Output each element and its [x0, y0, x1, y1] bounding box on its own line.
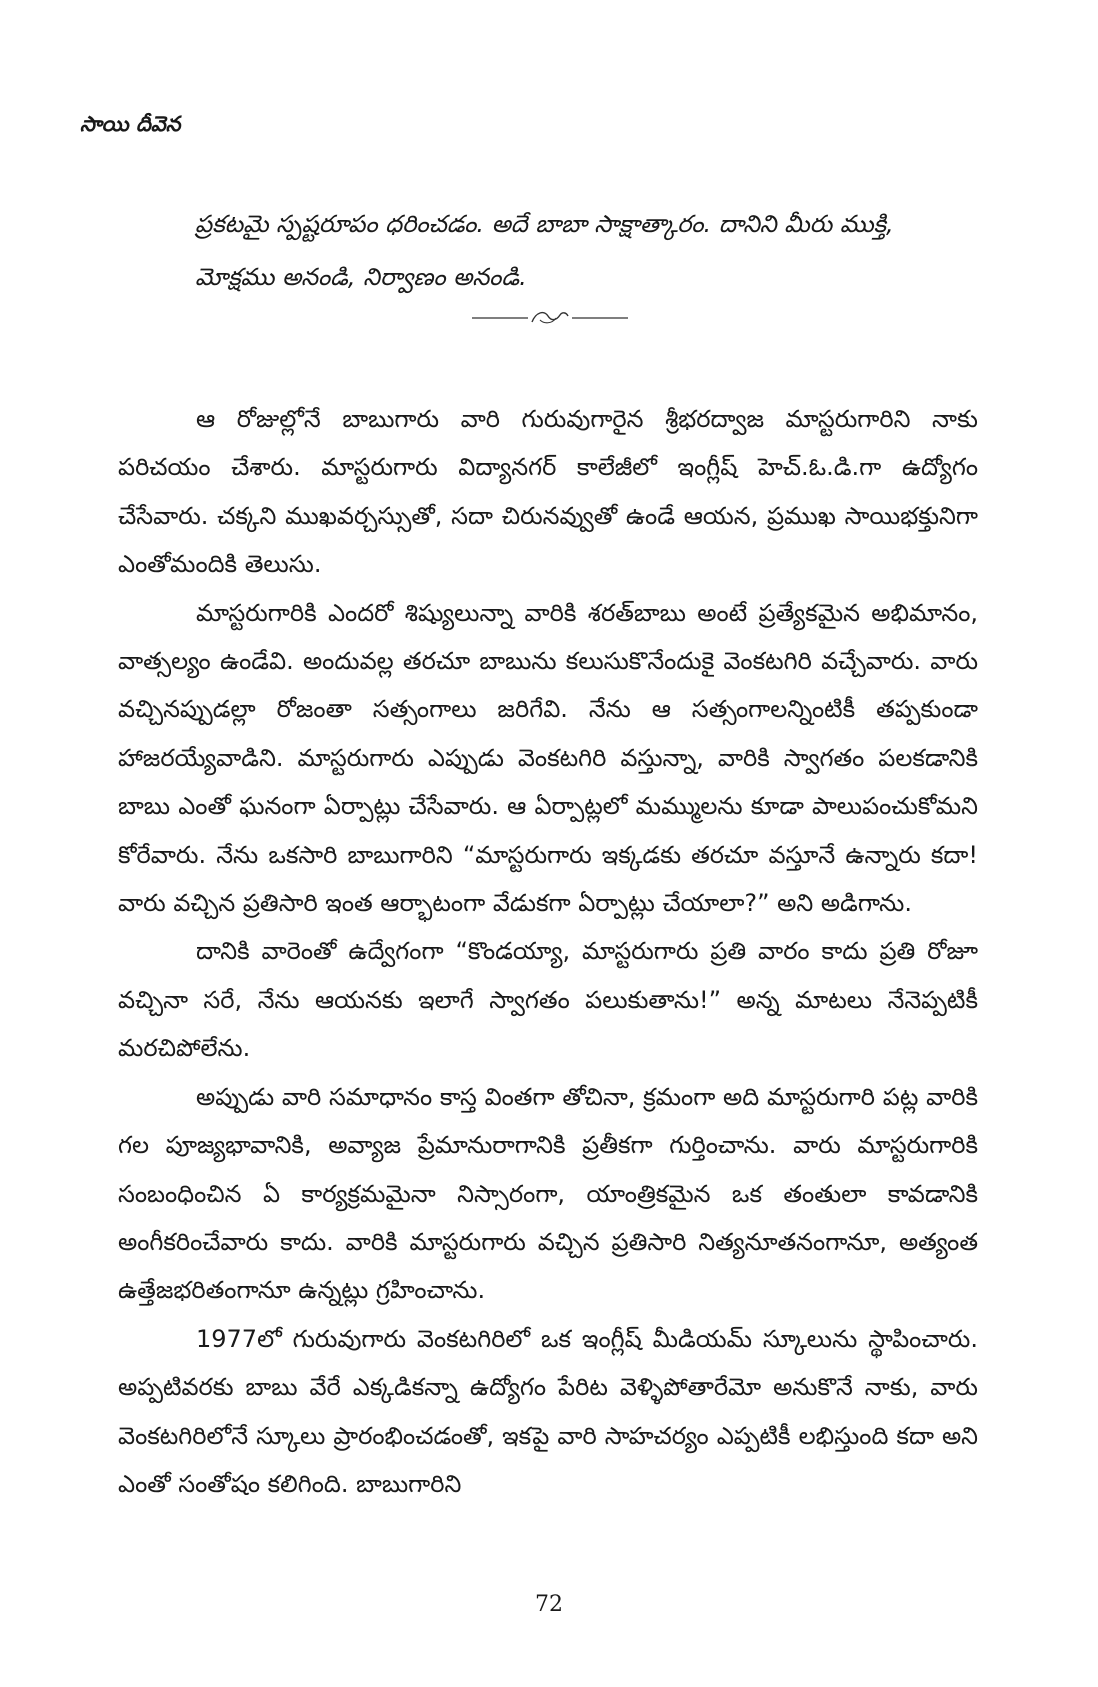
paragraph: ఆ రోజుల్లోనే బాబుగారు వారి గురువుగారైన శ్రీభరద్వాజ మాస్టరుగారిని నాకు పరిచయం చేశారు. మాస్టరుగారు విద్యానగర్ కాలేజీలో ఇంగ్లీష్ హెచ్.ఓ.డి.గా ఉద్యోగం చేసేవారు. చక్కని ముఖవర్చస్సుతో, సదా చిరునవ్వుతో ఉండే ఆయన, ప్రముఖ సాయిభక్తునిగా ఎంతోమందికి తెలుసు.	[118, 405, 978, 579]
running-header: సాయి దీవెన	[80, 112, 181, 136]
paragraph: దానికి వారెంతో ఉద్వేగంగా “కొండయ్యా, మాస్టరుగారు ప్రతి వారం కాదు ప్రతి రోజూ వచ్చినా సరే, నేను ఆయనకు ఇలాగే స్వాగతం పలుకుతాను!” అన్న మాటలు నేనెప్పటికీ మరచిపోలేను.	[118, 937, 978, 1063]
paragraph: 1977లో గురువుగారు వెంకటగిరిలో ఒక ఇంగ్లీష్ మీడియమ్ స్కూలును స్థాపించారు. అప్పటివరకు బాబు వేరే ఎక్కడికన్నా ఉద్యోగం పేరిట వెళ్ళిపోతారేమో అనుకొనే నాకు, వారు వెంకటగిరిలోనే స్కూలు ప్రారంభించడంతో, ఇకపై వారి సాహచర్యం ఎప్పటికీ లభిస్తుంది కదా అని ఎంతో సంతోషం కలిగింది. బాబుగారిని	[118, 1324, 978, 1498]
quote-block: ప్రకటమై స్పష్టరూపం ధరించడం. అదే బాబా సాక్షాత్కారం. దానిని మీరు ముక్తి, మోక్షము అనండి, నిర్వాణం అనండి.	[195, 210, 894, 291]
section-divider-ornament	[470, 306, 630, 330]
paragraph: మాస్టరుగారికి ఎందరో శిష్యులున్నా వారికి శరత్‌బాబు అంటే ప్రత్యేకమైన అభిమానం, వాత్సల్యం ఉండేవి. అందువల్ల తరచూ బాబును కలుసుకొనేందుకై వెంకటగిరి వచ్చేవారు. వారు వచ్చినప్పుడల్లా రోజంతా సత్సంగాలు జరిగేవి. నేను ఆ సత్సంగాలన్నింటికీ తప్పకుండా హాజరయ్యేవాడిని. మాస్టరుగారు ఎప్పుడు వెంకటగిరి వస్తున్నా, వారికి స్వాగతం పలకడానికి బాబు ఎంతో ఘనంగా ఏర్పాట్లు చేసేవారు. ఆ ఏర్పాట్లలో మమ్ములను కూడా పాలుపంచుకోమని కోరేవారు. నేను ఒకసారి బాబుగారిని “మాస్టరుగారు ఇక్కడకు తరచూ వస్తూనే ఉన్నారు కదా! వారు వచ్చిన ప్రతిసారి ఇంత ఆర్భాటంగా వేడుకగా ఏర్పాట్లు చేయాలా?” అని అడిగాను.	[118, 598, 978, 918]
body-text	[118, 395, 978, 1508]
paragraph: అప్పుడు వారి సమాధానం కాస్త వింతగా తోచినా, క్రమంగా అది మాస్టరుగారి పట్ల వారికి గల పూజ్యభావానికి, అవ్యాజ ప్రేమానురాగానికి ప్రతీకగా గుర్తించాను. వారు మాస్టరుగారికి సంబంధించిన ఏ కార్యక్రమమైనా నిస్సారంగా, యాంత్రికమైన ఒక తంతులా కావడానికి అంగీకరించేవారు కాదు. వారికి మాస్టరుగారు వచ్చిన ప్రతిసారి నిత్యనూతనంగానూ, అత్యంత ఉత్తేజభరితంగానూ ఉన్నట్లు గ్రహించాను.	[118, 1082, 978, 1305]
page-number: 72	[535, 1592, 563, 1617]
